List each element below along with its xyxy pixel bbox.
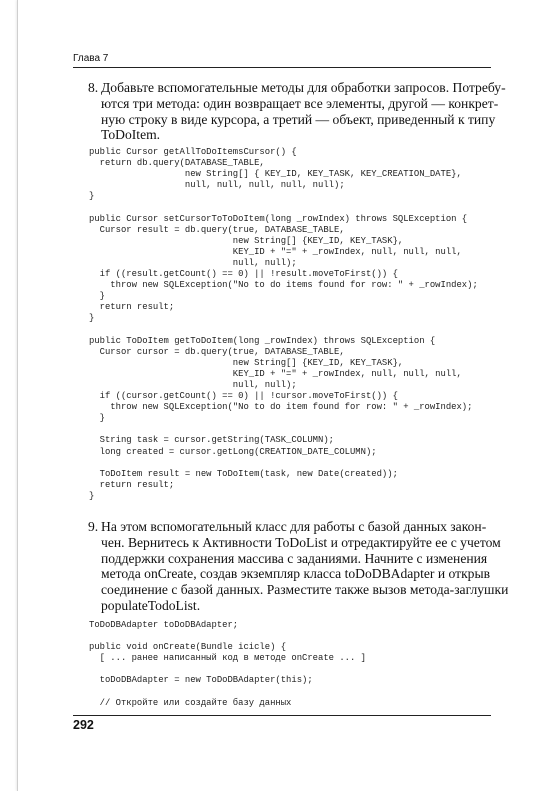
step-8-line: Добавьте вспомогательные методы для обработки запросов. Потребу- bbox=[101, 80, 506, 95]
page-number: 292 bbox=[73, 718, 94, 732]
code-line: [ ... ранее написанный код в методе onCreate ... ] bbox=[89, 653, 366, 664]
code-line: } bbox=[89, 490, 95, 501]
code-line: public ToDoItem getToDoItem(long _rowIndex) throws SQLException { bbox=[89, 335, 436, 346]
code-line: return result; bbox=[89, 479, 175, 490]
chapter-title: Глава 7 bbox=[73, 53, 109, 64]
code-line: new String[] { KEY_ID, KEY_TASK, KEY_CREATION_DATE}, bbox=[89, 169, 462, 180]
code-line: return db.query(DATABASE_TABLE, bbox=[89, 158, 265, 169]
code-line: Cursor result = db.query(true, DATABASE_TABLE, bbox=[89, 224, 345, 235]
code-line: toDoDBAdapter = new ToDoDBAdapter(this); bbox=[89, 675, 313, 686]
step-8-number: 8. bbox=[88, 80, 99, 95]
code-line: if ((result.getCount() == 0) || !result.moveToFirst()) { bbox=[89, 269, 398, 280]
step-8-line: ную строку в виде курсора, а третий — объект, приведенный к типу bbox=[101, 111, 496, 127]
code-line: } bbox=[89, 191, 95, 202]
code-line: throw new SQLException("No to do item found for row: " + _rowIndex); bbox=[89, 402, 473, 413]
code-line bbox=[89, 325, 478, 336]
code-line: Cursor cursor = db.query(true, DATABASE_TABLE, bbox=[89, 346, 345, 357]
code-line: long created = cursor.getLong(CREATION_DATE_COLUMN); bbox=[89, 446, 377, 457]
code-line: public Cursor setCursorToToDoItem(long _rowIndex) throws SQLException { bbox=[89, 213, 468, 224]
code-line: throw new SQLException("No to do items found for row: " + _rowIndex); bbox=[89, 280, 478, 291]
step-9-line: На этом вспомогательный класс для работы с базой данных закон- bbox=[101, 519, 487, 534]
code-line bbox=[89, 202, 478, 213]
code-line: ToDoItem result = new ToDoItem(task, new Date(created)); bbox=[89, 468, 398, 479]
code-line: String task = cursor.getString(TASK_COLUMN); bbox=[89, 435, 334, 446]
code-line: public Cursor getAllToDoItemsCursor() { bbox=[89, 147, 297, 157]
code-block-helper-methods bbox=[89, 147, 478, 502]
step-9-paragraph bbox=[88, 519, 509, 614]
code-line bbox=[89, 687, 366, 698]
code-line: new String[] {KEY_ID, KEY_TASK}, bbox=[89, 235, 404, 246]
code-line: if ((cursor.getCount() == 0) || !cursor.moveToFirst()) { bbox=[89, 391, 398, 402]
code-line bbox=[89, 424, 478, 435]
code-line: return result; bbox=[89, 302, 175, 313]
step-9-line: соединение с базой данных. Разместите также вызов метода-заглушки bbox=[101, 582, 509, 598]
step-9-line: метода onCreate, создав экземпляр класса toDoDBAdapter и открыв bbox=[101, 566, 491, 582]
step-8-line: ются три метода: один возвращает все элементы, другой — конкрет- bbox=[101, 95, 499, 111]
code-line bbox=[89, 664, 366, 675]
step-9-line: чен. Вернитесь к Активности ToDoList и отредактируйте ее с учетом bbox=[101, 534, 501, 550]
code-line: } bbox=[89, 413, 105, 424]
footer-rule bbox=[73, 715, 491, 716]
code-line bbox=[89, 631, 366, 642]
code-line: ToDoDBAdapter toDoDBAdapter; bbox=[89, 620, 239, 630]
code-line: null, null); bbox=[89, 257, 297, 268]
code-line: KEY_ID + "=" + _rowIndex, null, null, null, bbox=[89, 246, 462, 257]
code-line: null, null); bbox=[89, 379, 297, 390]
code-line: public void onCreate(Bundle icicle) { bbox=[89, 642, 287, 653]
code-line: } bbox=[89, 291, 105, 302]
code-line: } bbox=[89, 313, 95, 324]
running-header bbox=[73, 53, 491, 67]
code-line: new String[] {KEY_ID, KEY_TASK}, bbox=[89, 357, 404, 368]
header-rule bbox=[73, 67, 491, 68]
code-line: KEY_ID + "=" + _rowIndex, null, null, null, bbox=[89, 368, 462, 379]
code-line bbox=[89, 458, 478, 469]
step-9-line: populateTodoList. bbox=[101, 597, 201, 613]
step-8-line: ToDoItem. bbox=[101, 127, 161, 143]
code-line: // Откройте или создайте базу данных bbox=[89, 697, 292, 708]
step-8-paragraph bbox=[88, 80, 506, 143]
step-9-line: поддержки сохранения массива с заданиями. Начните с изменения bbox=[101, 550, 488, 566]
code-block-oncreate bbox=[89, 620, 366, 709]
step-9-number: 9. bbox=[88, 519, 99, 534]
code-line: null, null, null, null, null); bbox=[89, 180, 345, 191]
